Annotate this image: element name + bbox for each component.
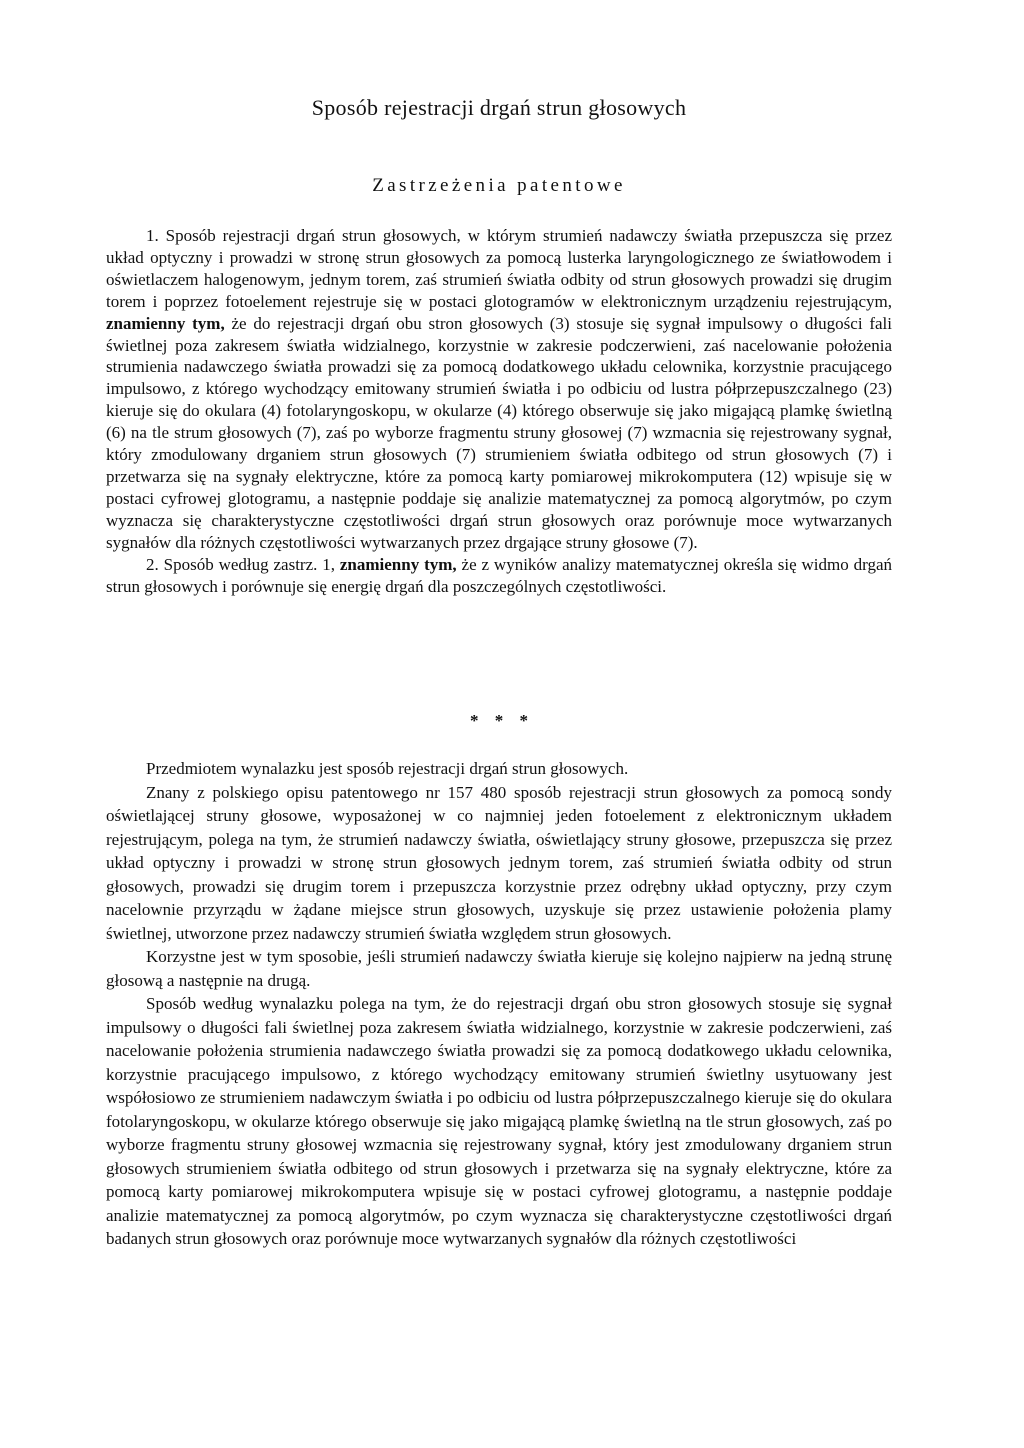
description-paragraph: Znany z polskiego opisu patentowego nr 157 480 sposób rejestracji strun głosowych za pomocą sondy oświetlającej struny głosowe, wyposażonej w co najmniej jeden fotoelement z elektronicznym układem rejestrującym, polega na tym, że strumień nadawczy światła, oświetlający struny głosowe, przepuszcza się przez układ optyczny i prowadzi w stronę strun głosowych jednym torem, zaś strumień światła odbity od strun głosowych, prowadzi się drugim torem i przepuszcza korzystnie przez odrębny układ optyczny, przy czym nacelownie przyrządu w żądane miejsce strun głosowych, uzyskuje się przez ustawienie położenia plamy świetlnej, utworzone przez nadawczy strumień światła względem strun głosowych. bbox=[106, 782, 892, 943]
claim-2-text-end: że z wyników analizy matematycznej określa się widmo drgań strun głosowych i porównuje się energię drgań dla poszczególnych częstotliwości. bbox=[106, 554, 893, 596]
claim-1-characterizing-phrase: znamienny tym, bbox=[106, 313, 225, 333]
document-title: Sposób rejestracji drgań strun głosowych bbox=[311, 95, 687, 120]
description-section bbox=[106, 757, 892, 1251]
claims-heading: Zastrzeżenia patentowe bbox=[372, 175, 626, 196]
description-paragraph: Sposób według wynalazku polega na tym, że do rejestracji drgań obu stron głosowych stosuje się sygnał impulsowy o długości fali świetlnej poza zakresem światła widzialnego, korzystnie w zakresie podczerwieni, zaś nacelowanie położenia strumienia nadawczego światła prowadzi się za pomocą dodatkowego układu celownika, korzystnie pracującego impulsowo, z którego wychodzący emitowany strumień świetlny usytuowany jest współosiowo ze strumieniem nadawczym światła i po odbiciu od lustra półprzepuszczalnego kieruje się do okulara fotolaryngoskopu, w okularze którego obserwuje się jako migającą plamkę świetlną na tle strun głosowych, zaś po wyborze fragmentu struny głosowej wzmacnia się rejestrowany sygnał, który jest zmodulowany drganiem strun głosowych strumieniem światła odbitego od strun głosowych i przetwarza się na sygnały elektryczne, które za pomocą karty pomiarowej mikrokomputera wpisuje się w postaci cyfrowej glotogramu, a następnie poddaje analizie matematycznej za pomocą algorytmów, po czym wyznacza się charakterystyczne częstotliwości drgań badanych strun głosowych oraz porównuje moce wytwarzanych sygnałów dla różnych częstotliwości bbox=[106, 994, 892, 1248]
claim-1 bbox=[106, 225, 892, 554]
description-paragraph: Przedmiotem wynalazku jest sposób rejestracji drgań strun głosowych. bbox=[146, 759, 629, 778]
claim-2-characterizing-phrase: znamienny tym, bbox=[339, 554, 457, 574]
claim-1-text-start: 1. Sposób rejestracji drgań strun głosowych, w którym strumień nadawczy światła przepuszcza się przez układ optyczny i prowadzi w stronę strun głosowych za pomocą lusterka laryngologicznego ze światłowodem i oświetlaczem halogenowym, jednym torem, zaś strumień światła odbity od strun głosowych prowadzi się drugim torem i poprzez fotoelement rejestruje się w postaci glotogramów w elektronicznym urządzeniu rejestrującym, bbox=[106, 226, 892, 311]
claim-2-text-start: 2. Sposób według zastrz. 1, bbox=[146, 554, 340, 574]
description-paragraph: Korzystne jest w tym sposobie, jeśli strumień nadawczy światła kieruje się kolejno najpierw na jedną strunę głosową a następnie na drugą. bbox=[106, 947, 892, 990]
claim-1-text-end: że do rejestracji drgań obu stron głosowych (3) stosuje się sygnał impulsowy o długości fali świetlnej poza zakresem światła widzialnego, korzystnie w zakresie podczerwieni, zaś nacelowanie położenia strumienia nadawczego światła prowadzi się za pomocą dodatkowego układu celownika, korzystnie pracującego impulsowo, z którego wychodzący emitowany strumień światła i po odbiciu od lustra półprzepuszczalnego (23) kieruje się do okulara (4) fotolaryngoskopu, w okularze (4) którego obserwuje się jako migającą plamkę świetlną (6) na tle strum głosowych (7), zaś po wyborze fragmentu struny głosowej (7) wzmacnia się rejestrowany sygnał, który zmodulowany drganiem strun głosowych (7) strumieniem światła odbitego od strun głosowych (7) i przetwarza się na sygnały elektryczne, które za pomocą karty pomiarowej mikrokomputera (12) wpisuje się w postaci cyfrowej glotogramu, a następnie poddaje się analizie matematycznej za pomocą algorytmów, po czym wyznacza się charakterystyczne częstotliwości drgań strun głosowych oraz porównuje moce wytwarzanych sygnałów dla różnych częstotliwości wytwarzanych przez drgające struny głosowe (7). bbox=[106, 313, 892, 552]
claims-section bbox=[106, 225, 892, 597]
claim-2 bbox=[106, 554, 892, 598]
section-separator: * * * bbox=[470, 711, 528, 730]
